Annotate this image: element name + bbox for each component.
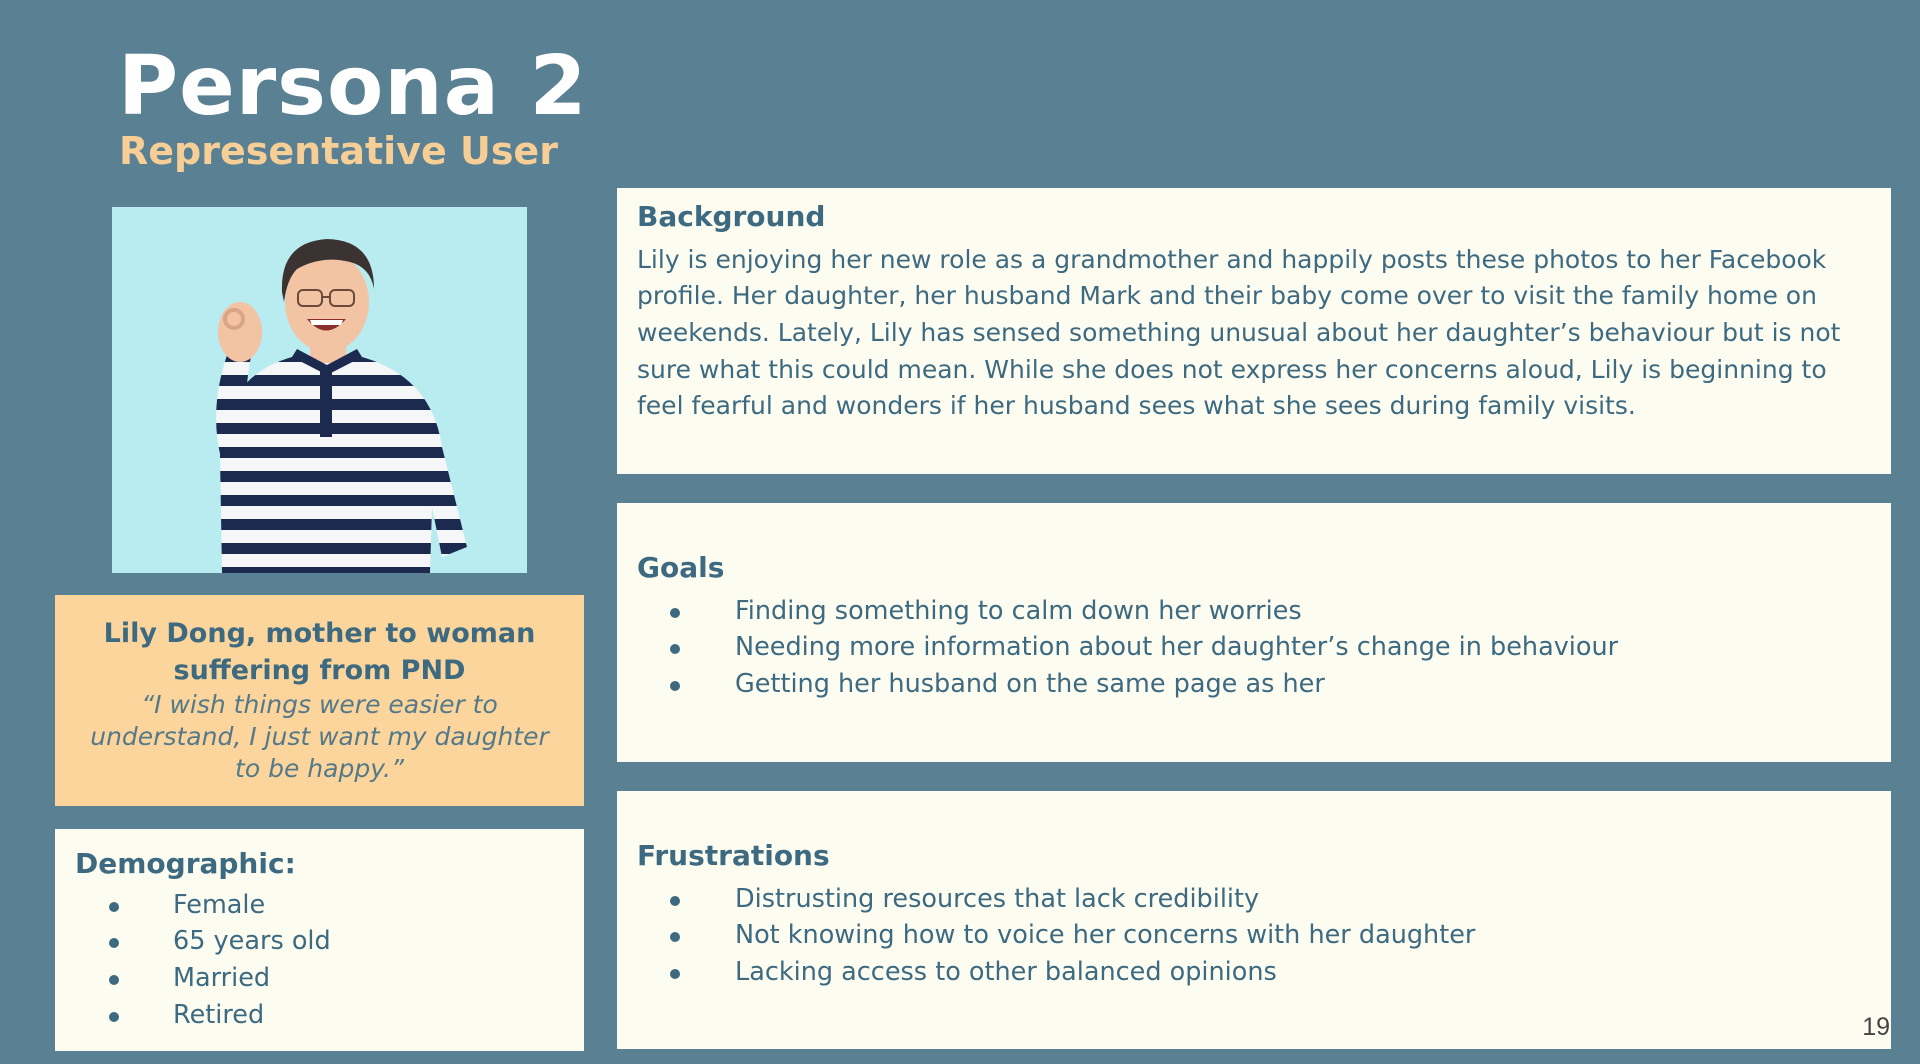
- bullet-icon: [670, 896, 680, 906]
- bullet-icon: [109, 1012, 119, 1022]
- persona-summary-card: [55, 595, 584, 806]
- background-heading: Background: [637, 200, 826, 233]
- page-subtitle: Representative User: [119, 129, 558, 173]
- bullet-icon: [109, 975, 119, 985]
- bullet-icon: [670, 969, 680, 979]
- bullet-icon: [670, 608, 680, 618]
- background-text: Lily is enjoying her new role as a grandmother and happily posts these photos to her Facebook profile. Her daughter, her husband Mark and their baby come over to visit the family home on weekends. Lately, Lily has sensed something unusual about her daughter’s behaviour but is not sure what this could mean. While she does not express her concerns aloud, Lily is beginning to feel fearful and wonders if her husband sees what she sees during family visits.: [637, 244, 1841, 421]
- demographic-list: [75, 887, 564, 1034]
- bullet-icon: [670, 681, 680, 691]
- list-item: Married: [75, 960, 564, 997]
- page-title: Persona 2: [118, 39, 588, 134]
- goals-card: [617, 503, 1891, 762]
- list-item: 65 years old: [75, 923, 564, 960]
- demographic-heading: Demographic:: [75, 847, 296, 880]
- goals-list: [637, 593, 1872, 703]
- list-item: Lacking access to other balanced opinions: [637, 954, 1872, 991]
- bullet-icon: [109, 938, 119, 948]
- list-item: Not knowing how to voice her concerns with her daughter: [637, 917, 1872, 954]
- frustrations-card: [617, 791, 1891, 1049]
- page-number: 19: [1862, 1013, 1890, 1041]
- frustrations-list: [637, 881, 1872, 991]
- list-item: Distrusting resources that lack credibility: [637, 881, 1872, 918]
- list-item: Retired: [75, 997, 564, 1034]
- list-item: Getting her husband on the same page as her: [637, 666, 1872, 703]
- bullet-icon: [670, 644, 680, 654]
- persona-quote: “I wish things were easier to understand, I just want my daughter to be happy.”: [90, 690, 549, 783]
- list-item: Needing more information about her daughter’s change in behaviour: [637, 629, 1872, 666]
- demographic-card: [55, 829, 584, 1051]
- list-item: Female: [75, 887, 564, 924]
- bullet-icon: [670, 932, 680, 942]
- bullet-icon: [109, 902, 119, 912]
- background-card: [617, 188, 1891, 474]
- frustrations-heading: Frustrations: [637, 839, 830, 872]
- goals-heading: Goals: [637, 551, 725, 584]
- persona-photo: [112, 207, 527, 573]
- list-item: Finding something to calm down her worries: [637, 593, 1872, 630]
- persona-name: Lily Dong, mother to woman suffering from PND: [103, 618, 536, 686]
